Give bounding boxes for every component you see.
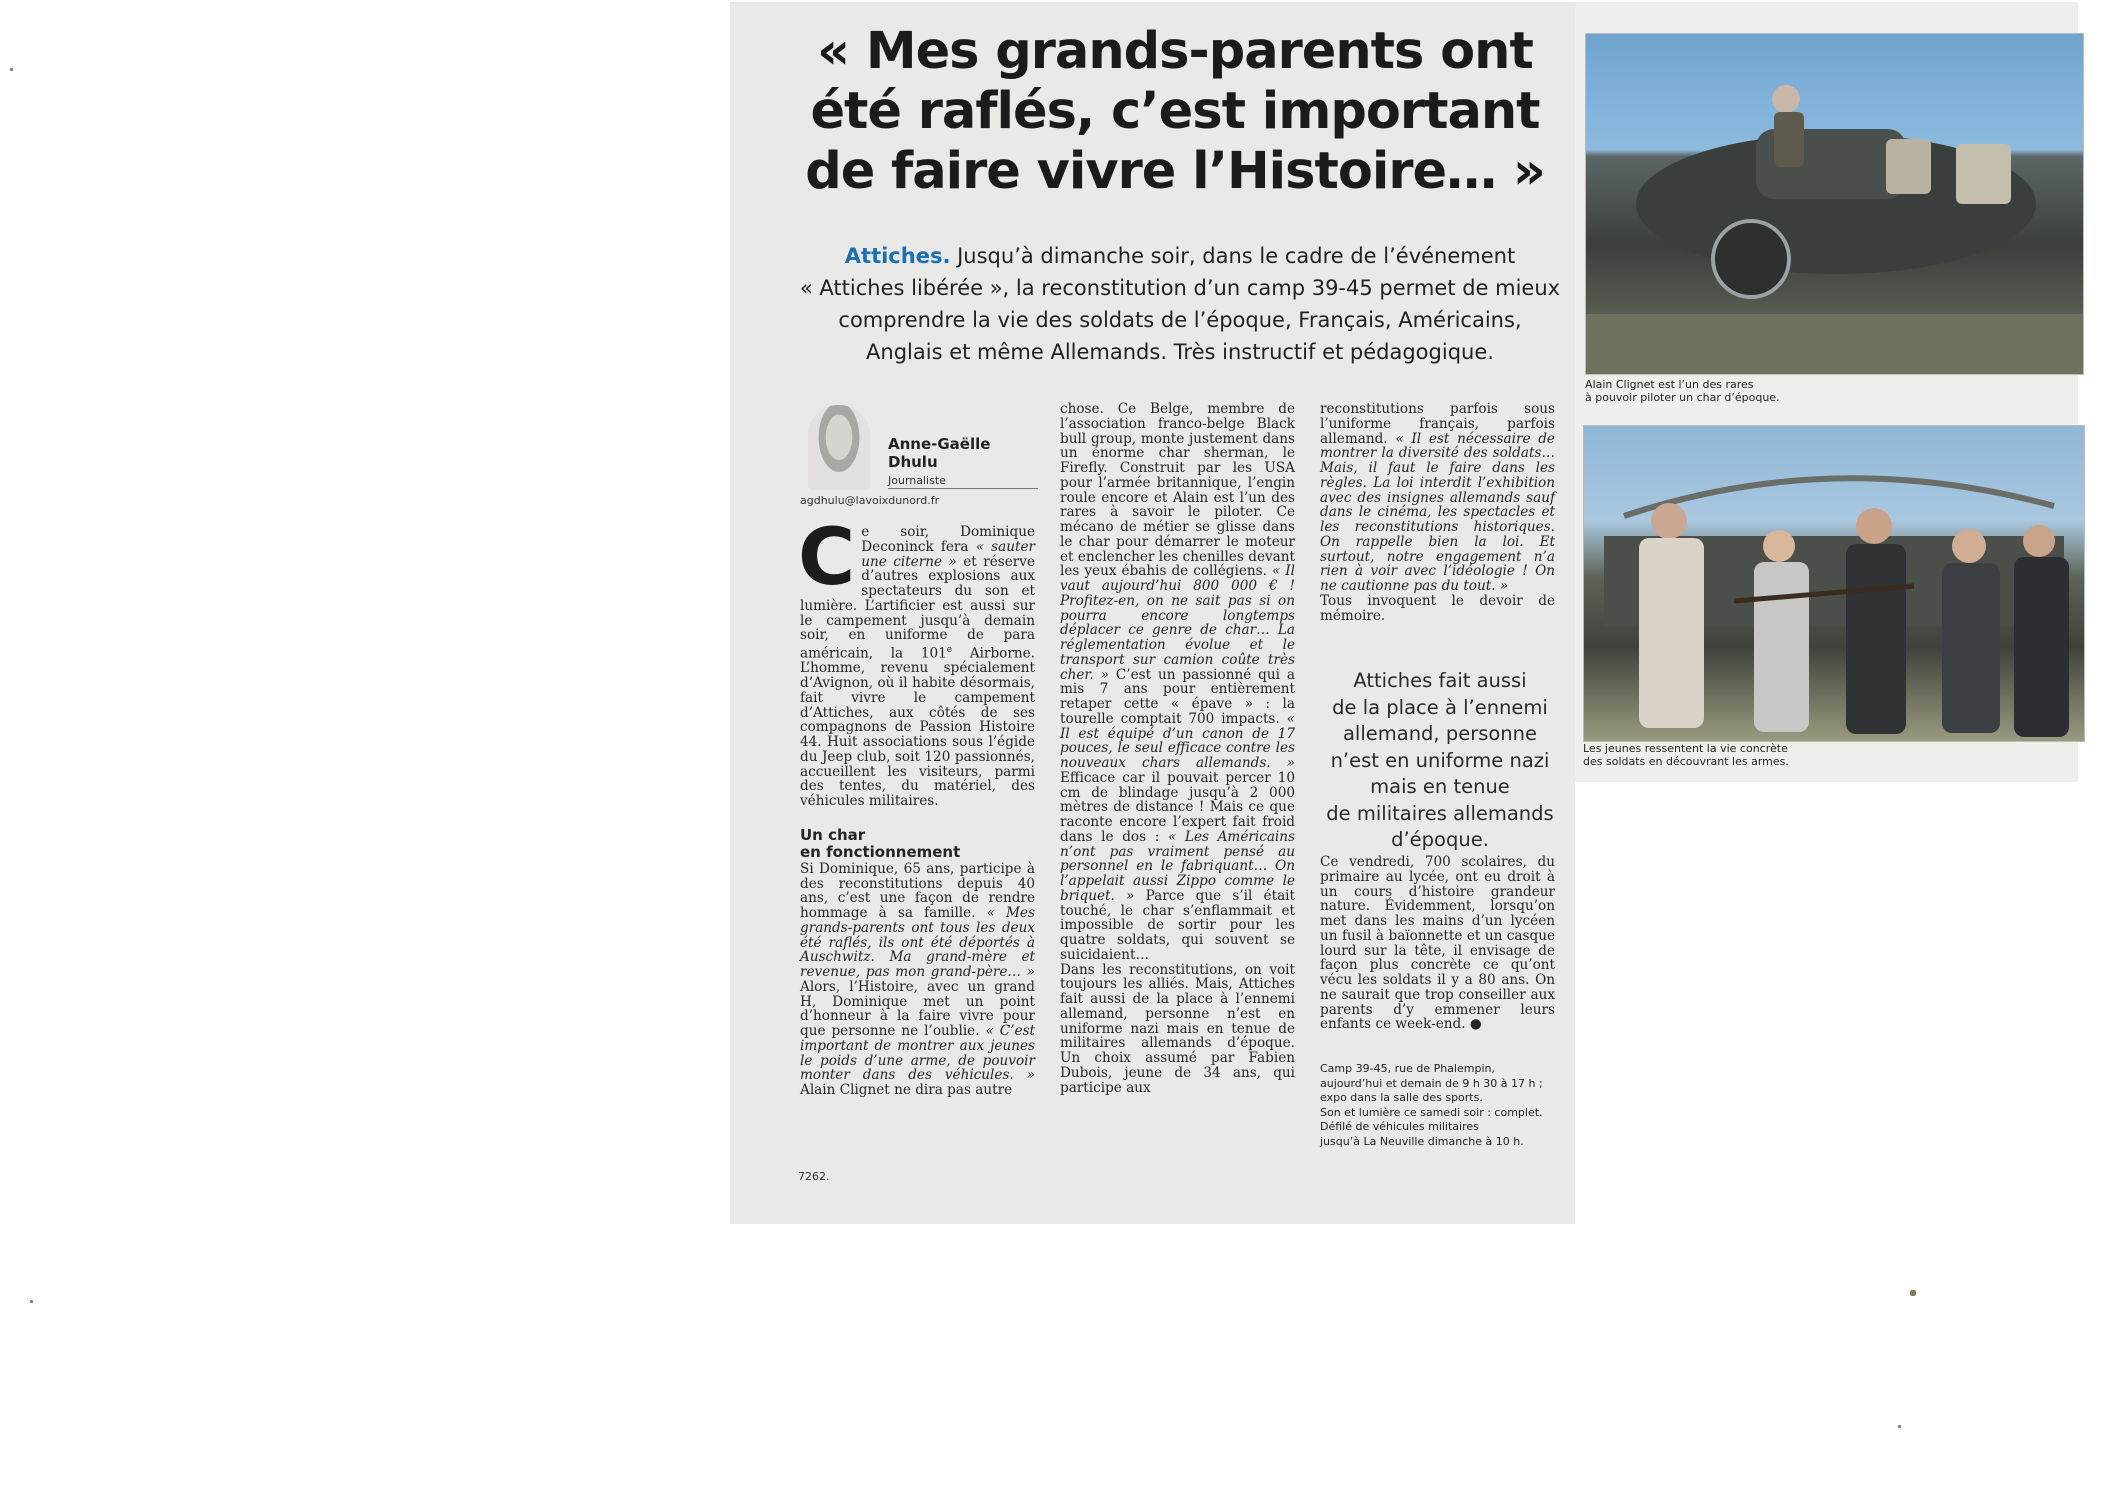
- article-column-3-bottom: [1320, 855, 1555, 1032]
- scan-speck: [1898, 1425, 1901, 1428]
- standfirst-line-2: « Attiches libérée », la reconstitution d’un camp 39-45 permet de mieux: [799, 276, 1561, 300]
- info-line: expo dans la salle des sports.: [1320, 1091, 1483, 1104]
- text-run: Si Dominique, 65 ans, participe à des reconstitutions depuis 40 ans, c’est une façon de rendre hommage à sa famille.: [800, 860, 1035, 922]
- person-head-shape: [1763, 530, 1795, 562]
- author-first-name: Anne-Gaëlle: [888, 435, 991, 453]
- paragraph-family: [800, 862, 1035, 1098]
- person-body-shape: [2014, 557, 2069, 737]
- students-illustration: [1584, 426, 2084, 741]
- photo-students: [1583, 425, 2085, 742]
- standfirst-line-4: Anglais et même Allemands. Très instructif et pédagogique.: [866, 340, 1494, 364]
- author-role: Journaliste: [888, 474, 946, 487]
- pull-quote-line: mais en tenue: [1370, 775, 1510, 798]
- pull-quote-line: de militaires allemands: [1326, 801, 1554, 825]
- truck-frame-shape: [1624, 478, 2054, 516]
- quote-run: « Il est équipé d’un canon de 17 pouces, le seul efficace contre les nouveaux chars allemands. »: [1060, 710, 1295, 771]
- caption-line: à pouvoir piloter un char d’époque.: [1585, 391, 1780, 404]
- person-head-shape: [1772, 85, 1800, 113]
- pull-quote: [1320, 668, 1560, 854]
- author-last-name: Dhulu: [888, 453, 938, 471]
- text-run: Parce que s’il était touché, le char s’enflammait et impossible de sortir pour les quatre soldats, qui souvent se suicidaient…: [1060, 887, 1295, 963]
- person-head-shape: [2023, 525, 2055, 557]
- quote-run: « Il vaut aujourd’hui 800 000 € ! Profitez-en, on ne sait pas si on pourra encore longtemps déplacer ce genre de char… La réglementation évolue et le transport sur camion coûte très cher. »: [1060, 563, 1296, 683]
- article-column-2: [1060, 402, 1295, 1095]
- bag-shape: [1886, 139, 1931, 194]
- standfirst-line-3: comprendre la vie des soldats de l’époque, Français, Américains,: [838, 308, 1522, 332]
- tank-illustration: [1586, 34, 2083, 374]
- author-portrait: [808, 405, 870, 490]
- info-line: jusqu’à La Neuville dimanche à 10 h.: [1320, 1134, 1524, 1148]
- subheading-line-2: en fonctionnement: [800, 842, 961, 861]
- article-standfirst: [790, 240, 1570, 368]
- article-headline: [780, 22, 1570, 202]
- standfirst-line-1: Jusqu’à dimanche soir, dans le cadre de l’événement: [950, 244, 1516, 268]
- person-body-shape: [1774, 112, 1804, 167]
- person-head-shape: [1952, 529, 1986, 563]
- drop-cap: C: [798, 513, 856, 603]
- pull-quote-line: allemand, personne: [1342, 722, 1538, 745]
- quote-run: « Mes grands-parents ont tous les deux été raflés, ils ont été déportés à Auschwitz. Ma grand-mère et revenue, pas mon grand-père… »: [800, 905, 1035, 981]
- text-run: et réserve d’autres explosions aux spectateurs du son et lumière. L’artificier est aussi sur le campement jusqu’à demain soir, en uniforme de para américain, la 101: [800, 553, 1035, 662]
- superscript: e: [946, 645, 953, 655]
- person-body-shape: [1754, 562, 1809, 732]
- author-name: [888, 435, 990, 471]
- text-run: Efficace car il pouvait percer 10 cm de blindage jusqu’à 2 000 mètres de distance ! Mais ce que raconte encore l’expert fait froid dans le dos :: [1060, 769, 1295, 845]
- quote-run: « Les Américains n’ont pas vraiment pensé au personnel en le fabriquant… On l’appelait aussi Zippo comme le briquet. »: [1060, 828, 1296, 904]
- page-number: 7262.: [798, 1170, 830, 1183]
- pull-quote-line: Attiches fait aussi: [1353, 669, 1527, 692]
- person-head-shape: [1856, 508, 1892, 544]
- paragraph-uniform: [1320, 402, 1555, 594]
- headline-line-3: de faire vivre l’Histoire… »: [805, 142, 1545, 201]
- caption-photo-students: [1583, 742, 1913, 768]
- location-kicker: Attiches.: [844, 244, 951, 268]
- caption-photo-tank: [1585, 378, 1885, 404]
- scan-speck: [1910, 1290, 1916, 1296]
- person-body-shape: [1846, 544, 1906, 734]
- paragraph-intro: [798, 513, 1035, 810]
- article-column-3: [1320, 402, 1555, 623]
- info-line: Camp 39-45, rue de Phalempin,: [1320, 1062, 1495, 1075]
- quote-run: « C’est important de montrer aux jeunes le poids d’une arme, de pouvoir monter dans des véhicules. »: [800, 1023, 1036, 1084]
- ground-shape: [1586, 314, 2083, 374]
- pull-quote-line: n’est en uniforme nazi: [1330, 748, 1550, 772]
- headline-line-1: « Mes grands-parents ont: [817, 22, 1533, 81]
- author-divider: [888, 488, 1038, 489]
- text-run: C’est un passionné qui a mis 7 ans pour entièrement retaper cette « épave » : la tourelle comptait 700 impacts.: [1060, 666, 1295, 727]
- text-run: Airborne. L’homme, revenu spécialement d’Avignon, où il habite désormais, fait vivre le campement d’Attiches, aux côtés de ses compagnons de Passion Histoire 44. Huit associations sous l’égide du Jeep club, soit 120 passionnés, accueillent les visiteurs, parmi des tentes, du matériel, des véhicules militaires.: [800, 645, 1035, 810]
- quote-run: « Il est nécessaire de montrer la diversité des soldats… Mais, il faut le faire dans les règles. La loi interdit l’exhibition avec des insignes allemands sauf dans le cinéma, les spectacles et les reconstitutions historiques. On rappelle bien la loi. Et surtout, notre engagement n’a rien à voir avec l’idéologie ! On ne cautionne pas du tout. »: [1320, 430, 1555, 594]
- headline-line-2: été raflés, c’est important: [810, 82, 1540, 141]
- tank-wheel-shape: [1713, 221, 1789, 297]
- practical-info: [1320, 1062, 1560, 1149]
- paragraph-tank: [1060, 402, 1295, 963]
- caption-line: des soldats en découvrant les armes.: [1583, 755, 1789, 768]
- pull-quote-line: d’époque.: [1391, 828, 1489, 851]
- paragraph-enemy: Dans les reconstitutions, on voit toujours les alliés. Mais, Attiches fait aussi de la place à l’ennemi allemand, personne n’est en uniforme nazi mais en tenue de militaires allemands d’époque. Un choix assumé par Fabien Dubois, jeune de 34 ans, qui participe aux: [1060, 961, 1295, 1096]
- paragraph-memory: Tous invoquent le devoir de mémoire.: [1320, 592, 1555, 624]
- subheading: [800, 827, 1035, 861]
- paragraph-schools: Ce vendredi, 700 scolaires, du primaire au lycée, ont eu droit à un cours d’histoire grandeur nature. Évidemment, lorsqu’on met dans les mains d’un lycéen un fusil à baïonnette et un casque lourd sur la tête, il envisage de façon plus concrète ce qu’ont vécu les soldats il y a 80 ans. On ne saurait que trop conseiller aux parents d’y emmener leurs enfants ce week-end. ●: [1320, 854, 1555, 1033]
- caption-line: Alain Clignet est l’un des rares: [1585, 378, 1754, 391]
- author-email[interactable]: agdhulu@lavoixdunord.fr: [800, 494, 940, 507]
- article-column-1: [798, 513, 1036, 1099]
- person-head-shape: [1651, 503, 1687, 539]
- photo-tank: [1585, 33, 2084, 375]
- caption-line: Les jeunes ressentent la vie concrète: [1583, 742, 1788, 755]
- scan-speck: [10, 68, 13, 71]
- pull-quote-line: de la place à l’ennemi: [1332, 695, 1548, 719]
- text-run: e soir, Dominique Deconinck fera: [861, 524, 1035, 555]
- quote-run: « sauter une citerne »: [861, 538, 1035, 570]
- text-run: chose. Ce Belge, membre de l’association franco-belge Black bull group, monte justement dans un énorme char sherman, le Firefly. Construit par les USA pour l’armée britannique, l’engin roule encore et Alain est l’un des rares à savoir le piloter. Ce mécano de métier se glisse dans le char pour démarrer le moteur et enclencher les chenilles devant les yeux ébahis de collégiens.: [1060, 401, 1295, 580]
- info-line: Défilé de véhicules militaires: [1320, 1120, 1479, 1133]
- scan-speck: [30, 1300, 33, 1303]
- bag-shape: [1956, 144, 2011, 204]
- person-body-shape: [1942, 563, 2000, 733]
- text-run: reconstitutions parfois sous l’uniforme français, parfois allemand.: [1320, 401, 1555, 447]
- info-line: Son et lumière ce samedi soir : complet.: [1320, 1105, 1543, 1119]
- text-run: Alain Clignet ne dira pas autre: [800, 1082, 1013, 1099]
- subheading-line-1: Un char: [800, 825, 866, 844]
- text-run: Alors, l’Histoire, avec un grand H, Dominique met un point d’honneur à la faire vivre pour que personne ne l’oublie.: [800, 978, 1035, 1040]
- info-line: aujourd’hui et demain de 9 h 30 à 17 h ;: [1320, 1076, 1543, 1090]
- person-body-shape: [1639, 538, 1704, 728]
